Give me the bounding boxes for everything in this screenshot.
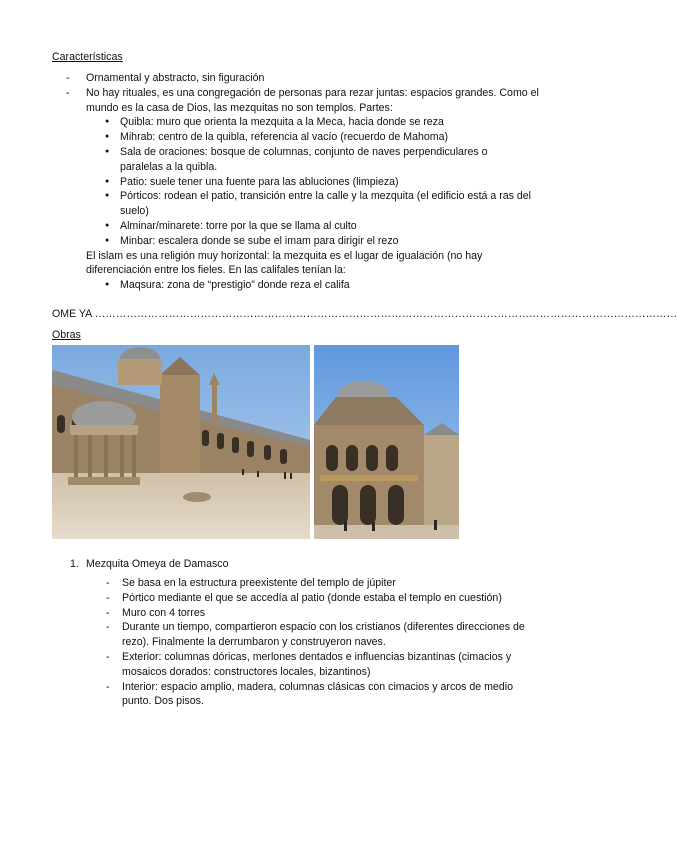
- mosque-facade-photo: [314, 345, 459, 539]
- list-item: - Durante un tiempo, compartieron espacio con los cristianos (diferentes direcciones de rezo). Finalmente la derrumbaron y construyeron naves.: [104, 620, 549, 650]
- section-heading-caracteristicas: Características: [52, 51, 123, 63]
- obra-number: 1.: [70, 558, 79, 570]
- islam-paragraph: El islam es una religión muy horizontal: la mezquita es el lugar de igualación (no hay diferenciación entre los fieles. En las califales tenían la:: [86, 249, 483, 277]
- list-item: - Muro con 4 torres: [104, 606, 549, 621]
- parts-list: [52, 115, 557, 248]
- omeya-divider-line: OME YA …………………………………………………………………………………………………………………………………………………: [52, 308, 677, 320]
- obra-details-block: [104, 576, 549, 709]
- list-item: - Exterior: columnas dóricas, merlones dentados e influencias bizantinas (cimacios y mosaicos dorados: constructores locales, bizantinos): [104, 650, 549, 680]
- list-item: - Se basa en la estructura preexistente del templo de júpiter: [104, 576, 549, 591]
- list-item: ● Pórticos: rodean el patio, transición entre la calle y la mezquita (el edificio está a ras del suelo): [86, 189, 557, 219]
- list-item: - Pórtico mediante el que se accedía al patio (donde estaba el templo en cuestión): [104, 591, 549, 606]
- list-item: - Interior: espacio amplio, madera, columnas clásicas con cimacios y arcos de medio punto. Dos pisos.: [104, 680, 549, 710]
- maqsura-list: [52, 278, 557, 293]
- list-item: ● Maqsura: zona de “prestigio” donde reza el califa: [86, 278, 557, 293]
- mosque-courtyard-image: [52, 345, 310, 539]
- obra-title: Mezquita Omeya de Damasco: [86, 558, 229, 570]
- list-item: ● Alminar/minarete: torre por la que se llama al culto: [86, 219, 557, 234]
- list-item: - No hay rituales, es una congregación de personas para rezar juntas: espacios grandes. Como el mundo es la casa de Dios, las mezquitas no son templos. Partes:: [52, 86, 557, 116]
- list-item: ● Sala de oraciones: bosque de columnas, conjunto de naves perpendiculares o paralelas a la quibla.: [86, 145, 557, 175]
- list-item: ● Patio: suele tener una fuente para las abluciones (limpieza): [86, 175, 557, 190]
- list-item: ● Minbar: escalera donde se sube el imam para dirigir el rezo: [86, 234, 557, 249]
- list-item: ● Mihrab: centro de la quibla, referencia al vacío (recuerdo de Mahoma): [86, 130, 557, 145]
- list-item: - Ornamental y abstracto, sin figuración: [52, 71, 557, 86]
- section-heading-obras: Obras: [52, 329, 81, 341]
- dash-list: [52, 71, 557, 115]
- caracteristicas-block: [52, 71, 557, 293]
- list-item: ● Quibla: muro que orienta la mezquita a la Meca, hacia donde se reza: [86, 115, 557, 130]
- mosque-facade-image: [314, 345, 459, 539]
- mosque-courtyard-photo: [52, 345, 310, 539]
- details-list: [104, 576, 549, 709]
